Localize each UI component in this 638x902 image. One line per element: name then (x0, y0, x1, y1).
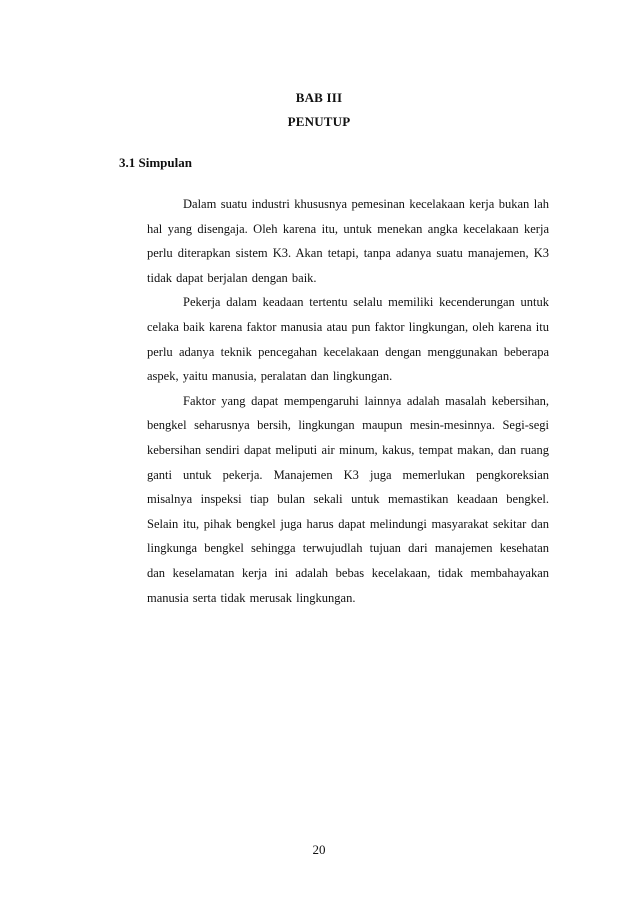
page-number: 20 (312, 842, 326, 857)
section-body (147, 192, 549, 610)
chapter-number: BAB III (295, 90, 343, 105)
paragraph-1: Dalam suatu industri khususnya pemesinan kecelakaan kerja bukan lah hal yang disengaja. Oleh karena itu, untuk menekan angka kecelakaan kerja perlu diterapkan sistem K3. Akan tetapi, tanpa adanya suatu manajemen, K3 tidak dapat berjalan dengan baik. (147, 197, 549, 285)
paragraph-2: Pekerja dalam keadaan tertentu selalu memiliki kecenderungan untuk celaka baik karena faktor manusia atau pun faktor lingkungan, oleh karena itu perlu adanya teknik pencegahan kecelakaan dengan menggunakan beberapa aspek, yaitu manusia, peralatan dan lingkungan. (147, 295, 549, 384)
paragraph-3: Faktor yang dapat mempengaruhi lainnya adalah masalah kebersihan, bengkel seharusnya bersih, lingkungan maupun mesin-mesinnya. Segi-segi kebersihan sendiri dapat meliputi air minum, kakus, tempat makan, dan ruang ganti untuk pekerja. Manajemen K3 juga memerlukan pengkoreksian misalnya inspeksi tiap bulan sekali untuk memastikan keadaan bengkel. Selain itu, pihak bengkel juga harus dapat melindungi masyarakat sekitar dan lingkunga bengkel sehingga terwujudlah tujuan dari manajemen kesehatan dan keselamatan kerja ini adalah bebas kecelakaan, tidak membahayakan manusia serta tidak merusak lingkungan. (147, 393, 549, 605)
section-heading: 3.1 Simpulan (119, 155, 192, 170)
chapter-title: PENUTUP (287, 114, 351, 129)
